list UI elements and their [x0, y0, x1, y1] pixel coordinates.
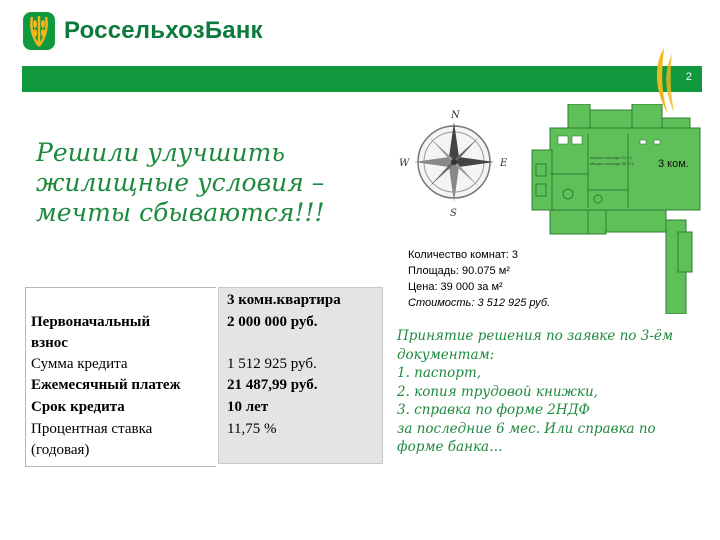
compass-south-label: S	[450, 208, 457, 218]
fact-area: Площадь: 90.075 м²	[408, 265, 510, 277]
headline-line: жилищные условия –	[36, 168, 325, 197]
documents-line: Принятие решения по заявке по 3-ём	[397, 328, 674, 344]
credit-value-interest-rate: 11,75 %	[227, 421, 277, 437]
wheat-emblem-icon	[22, 10, 56, 52]
credit-label-term: Срок кредита	[31, 399, 125, 415]
documents-line: форме банка…	[397, 439, 503, 455]
documents-line: 2. копия трудовой книжки,	[397, 383, 598, 400]
credit-label-down-payment	[31, 312, 181, 354]
bank-logo	[22, 6, 263, 56]
floor-plan	[528, 104, 708, 314]
credit-table	[25, 287, 385, 465]
documents-line: 3. справка по форме 2НДФ	[397, 402, 590, 418]
documents-text	[397, 327, 717, 457]
credit-label-text: Первоначальный взнос	[31, 314, 151, 351]
fact-rooms: Количество комнат: 3	[408, 249, 518, 261]
bank-name: РоссельхозБанк	[64, 17, 263, 44]
documents-line: 1. паспорт,	[397, 365, 482, 381]
credit-value-term: 10 лет	[227, 399, 269, 415]
credit-value-loan-amount: 1 512 925 руб.	[227, 356, 317, 372]
documents-line: за последние 6 мес. Или справка по	[397, 420, 656, 437]
floor-plan-note: жилая площадь 51,15	[590, 156, 632, 160]
credit-label-loan-amount: Сумма кредита	[31, 356, 128, 372]
headline-line: Решили улучшить	[36, 138, 285, 167]
compass-east-label: E	[500, 158, 508, 169]
apartment-facts	[408, 247, 550, 311]
floor-plan-room-label: 3 ком.	[658, 158, 689, 170]
credit-label-monthly-payment: Ежемесячный платеж	[31, 377, 181, 393]
fact-cost: Стоимость: 3 512 925 руб.	[408, 297, 551, 309]
credit-label-text: Процентная ставка (годовая)	[31, 421, 153, 458]
compass-west-label: W	[399, 158, 410, 169]
headline-line: мечты сбываются!!!	[36, 198, 325, 227]
headline	[36, 138, 356, 228]
credit-label-interest-rate	[31, 419, 191, 461]
documents-line: документам:	[397, 346, 495, 363]
fact-price: Цена: 39 000 за м²	[408, 281, 503, 293]
credit-value-down-payment: 2 000 000 руб.	[227, 314, 318, 330]
credit-value-monthly-payment: 21 487,99 руб.	[227, 377, 318, 393]
compass-rose-icon	[398, 106, 510, 218]
header-bar	[22, 66, 702, 92]
floor-plan-note: общая площадь 90,075	[590, 162, 635, 166]
credit-table-header: 3 комн.квартира	[227, 292, 341, 308]
page-number: 2	[685, 71, 692, 83]
compass-north-label: N	[451, 110, 460, 121]
